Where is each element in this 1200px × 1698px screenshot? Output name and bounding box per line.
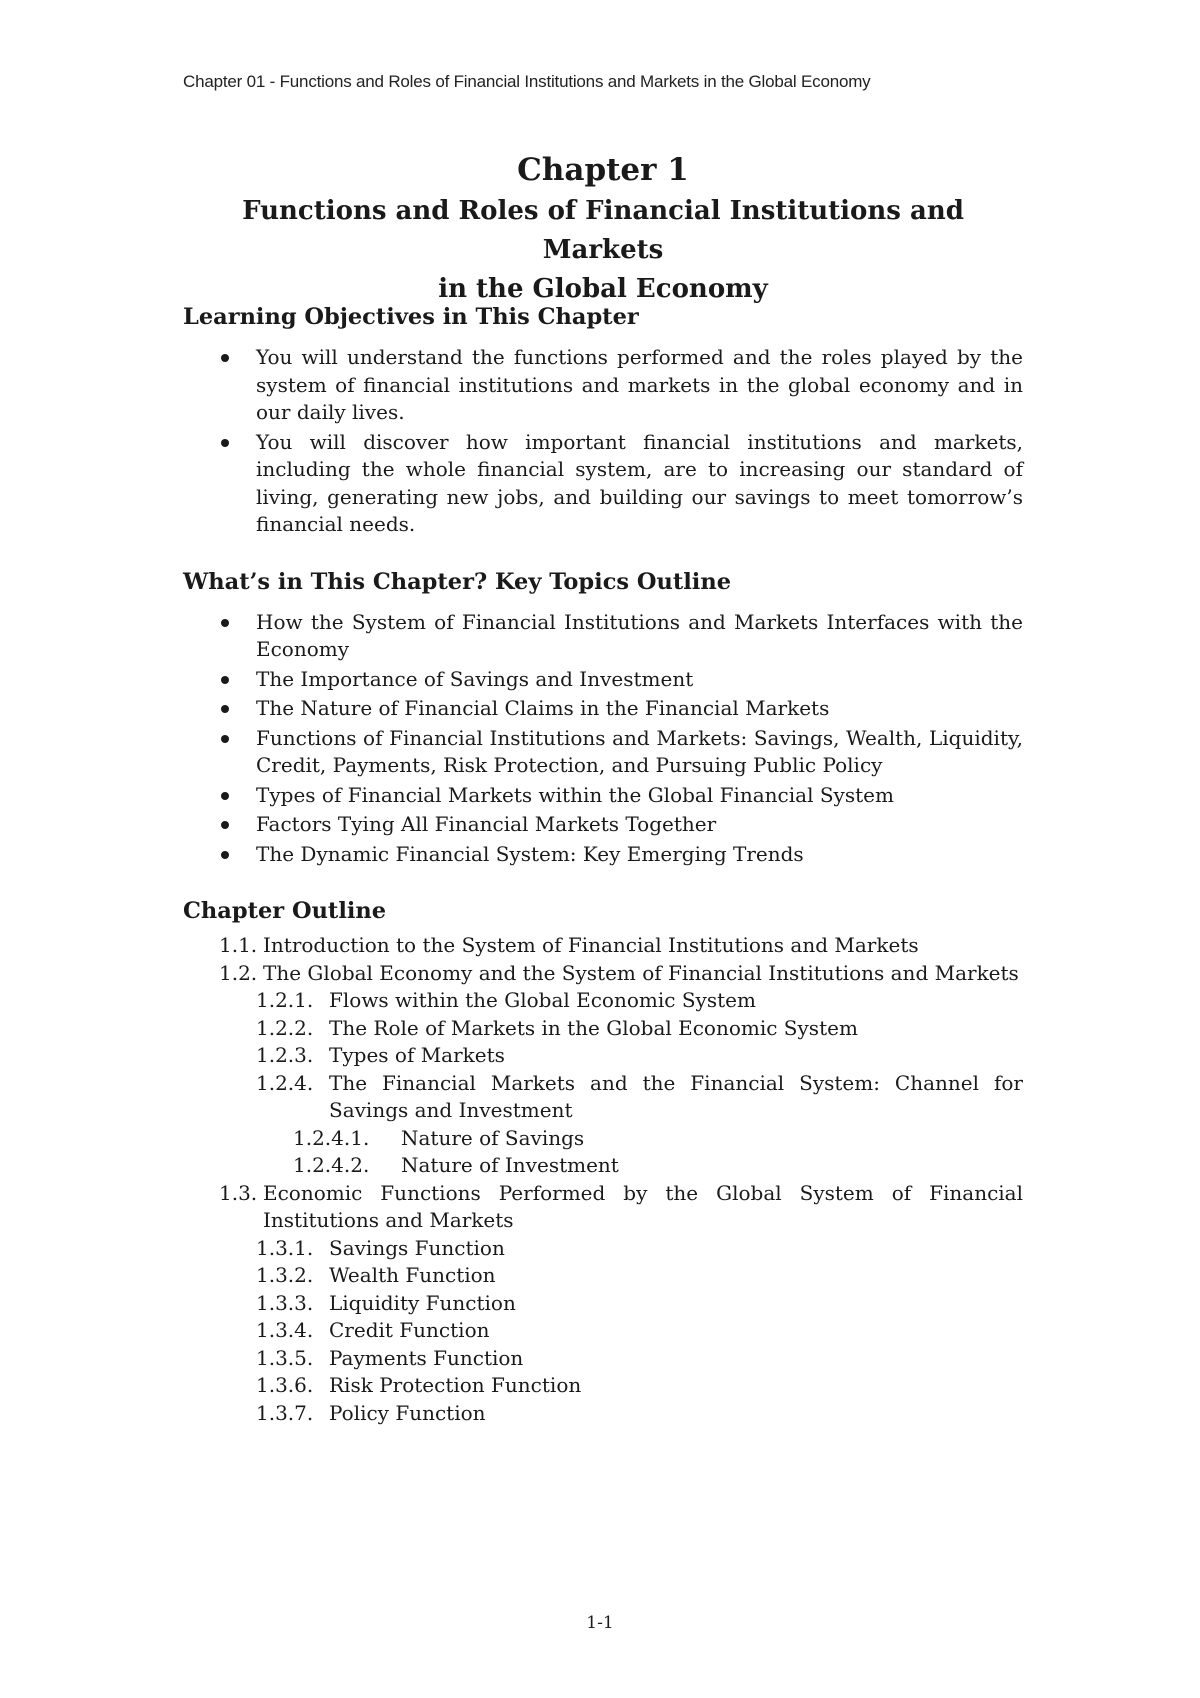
outline-text: Policy Function bbox=[329, 1400, 486, 1425]
outline-item bbox=[183, 1180, 1023, 1235]
learning-objectives-heading: Learning Objectives in This Chapter bbox=[183, 304, 639, 330]
learning-objectives-section bbox=[183, 300, 1023, 539]
outline-item bbox=[183, 1235, 1023, 1263]
bullet-icon bbox=[221, 619, 229, 627]
outline-text: Wealth Function bbox=[329, 1263, 496, 1287]
page-number: 1-1 bbox=[586, 1613, 614, 1633]
outline-number: 1.2.4.1. bbox=[293, 1125, 370, 1150]
outline-item bbox=[183, 1152, 1023, 1180]
outline-text: Risk Protection Function bbox=[329, 1373, 582, 1397]
key-topics-section bbox=[183, 565, 1023, 869]
running-header: Chapter 01 - Functions and Roles of Financial Institutions and Markets in the Global Economy bbox=[183, 72, 871, 91]
list-item-text: The Dynamic Financial System: Key Emerging Trends bbox=[256, 841, 804, 866]
list-item-text: Functions of Financial Institutions and Markets: Savings, Wealth, Liquidity, Credit, Payments, Risk Protection, and Pursuing Public Policy bbox=[256, 725, 1023, 777]
bullet-icon bbox=[221, 821, 229, 829]
outline-item bbox=[183, 1262, 1023, 1290]
list-item-text: Factors Tying All Financial Markets Together bbox=[256, 812, 717, 836]
list-item-text: The Nature of Financial Claims in the Financial Markets bbox=[256, 696, 830, 720]
list-item bbox=[183, 811, 1023, 839]
chapter-outline-section bbox=[183, 894, 1023, 1427]
list-item-text: The Importance of Savings and Investment bbox=[256, 666, 694, 691]
document-body bbox=[183, 300, 1023, 1427]
outline-number: 1.2.2. bbox=[256, 1015, 314, 1040]
key-topics-list bbox=[183, 609, 1023, 869]
outline-item bbox=[183, 932, 1023, 960]
outline-number: 1.3.2. bbox=[256, 1263, 314, 1287]
list-item bbox=[183, 344, 1023, 427]
outline-item bbox=[183, 1015, 1023, 1043]
outline-text: Nature of Savings bbox=[401, 1125, 585, 1150]
key-topics-heading: What’s in This Chapter? Key Topics Outline bbox=[183, 568, 732, 595]
outline-text: The Global Economy and the System of Financial Institutions and Markets bbox=[263, 960, 1019, 985]
outline-number: 1.2.1. bbox=[256, 988, 314, 1012]
outline-number: 1.3.3. bbox=[256, 1290, 314, 1315]
outline-number: 1.3. bbox=[219, 1180, 258, 1205]
outline-number: 1.2. bbox=[219, 960, 258, 985]
outline-text: The Financial Markets and the Financial System: Channel for Savings and Investment bbox=[329, 1070, 1023, 1122]
outline-item bbox=[183, 960, 1023, 988]
list-item bbox=[183, 782, 1023, 810]
outline-item bbox=[183, 1372, 1023, 1400]
list-item bbox=[183, 695, 1023, 723]
chapter-outline-heading: Chapter Outline bbox=[183, 898, 387, 924]
outline-text: Liquidity Function bbox=[329, 1290, 516, 1315]
list-item-text: You will discover how important financial institutions and markets, including the whole financial system, are to increasing our standard of living, generating new jobs, and building our savings to meet tomorrow’s financial needs. bbox=[256, 429, 1023, 536]
outline-number: 1.2.4. bbox=[256, 1070, 314, 1095]
outline-item bbox=[183, 1317, 1023, 1345]
list-item-text: Types of Financial Markets within the Global Financial System bbox=[256, 782, 894, 807]
outline-text: Types of Markets bbox=[329, 1043, 505, 1067]
bullet-icon bbox=[221, 354, 229, 362]
outline-number: 1.2.4.2. bbox=[293, 1153, 370, 1177]
outline-item bbox=[183, 1290, 1023, 1318]
outline-item bbox=[183, 1400, 1023, 1428]
outline-number: 1.2.3. bbox=[256, 1043, 314, 1067]
list-item bbox=[183, 725, 1023, 780]
bullet-icon bbox=[221, 735, 229, 743]
outline-text: Economic Functions Performed by the Global System of Financial Institutions and Markets bbox=[263, 1180, 1023, 1232]
chapter-title-line-1: Functions and Roles of Financial Institutions and Markets bbox=[242, 196, 964, 265]
outline-number: 1.3.4. bbox=[256, 1318, 314, 1342]
outline-item bbox=[183, 1345, 1023, 1373]
list-item bbox=[183, 609, 1023, 664]
outline-number: 1.3.7. bbox=[256, 1400, 314, 1425]
outline-number: 1.3.1. bbox=[256, 1235, 314, 1260]
chapter-outline-list bbox=[183, 932, 1023, 1427]
outline-number: 1.1. bbox=[219, 933, 258, 957]
bullet-icon bbox=[221, 792, 229, 800]
outline-item bbox=[183, 1125, 1023, 1153]
list-item bbox=[183, 429, 1023, 539]
list-item bbox=[183, 841, 1023, 869]
outline-item bbox=[183, 1042, 1023, 1070]
list-item-text: How the System of Financial Institutions and Markets Interfaces with the Economy bbox=[256, 609, 1023, 661]
outline-text: The Role of Markets in the Global Economic System bbox=[329, 1015, 858, 1040]
chapter-number: Chapter 1 bbox=[517, 152, 689, 188]
outline-text: Payments Function bbox=[329, 1345, 524, 1370]
bullet-icon bbox=[221, 851, 229, 859]
list-item bbox=[183, 666, 1023, 694]
outline-item bbox=[183, 987, 1023, 1015]
bullet-icon bbox=[221, 439, 229, 447]
outline-text: Flows within the Global Economic System bbox=[329, 988, 756, 1012]
outline-item bbox=[183, 1070, 1023, 1125]
outline-text: Introduction to the System of Financial Institutions and Markets bbox=[263, 933, 919, 957]
outline-text: Savings Function bbox=[329, 1235, 505, 1260]
bullet-icon bbox=[221, 676, 229, 684]
title-block bbox=[183, 148, 1023, 309]
outline-text: Nature of Investment bbox=[401, 1153, 619, 1177]
chapter-title-line-2: in the Global Economy bbox=[438, 274, 768, 304]
outline-text: Credit Function bbox=[329, 1318, 490, 1342]
list-item-text: You will understand the functions performed and the roles played by the system of financial institutions and markets in the global economy and in our daily lives. bbox=[256, 345, 1023, 424]
outline-number: 1.3.6. bbox=[256, 1373, 314, 1397]
bullet-icon bbox=[221, 705, 229, 713]
outline-number: 1.3.5. bbox=[256, 1345, 314, 1370]
learning-objectives-list bbox=[183, 344, 1023, 539]
